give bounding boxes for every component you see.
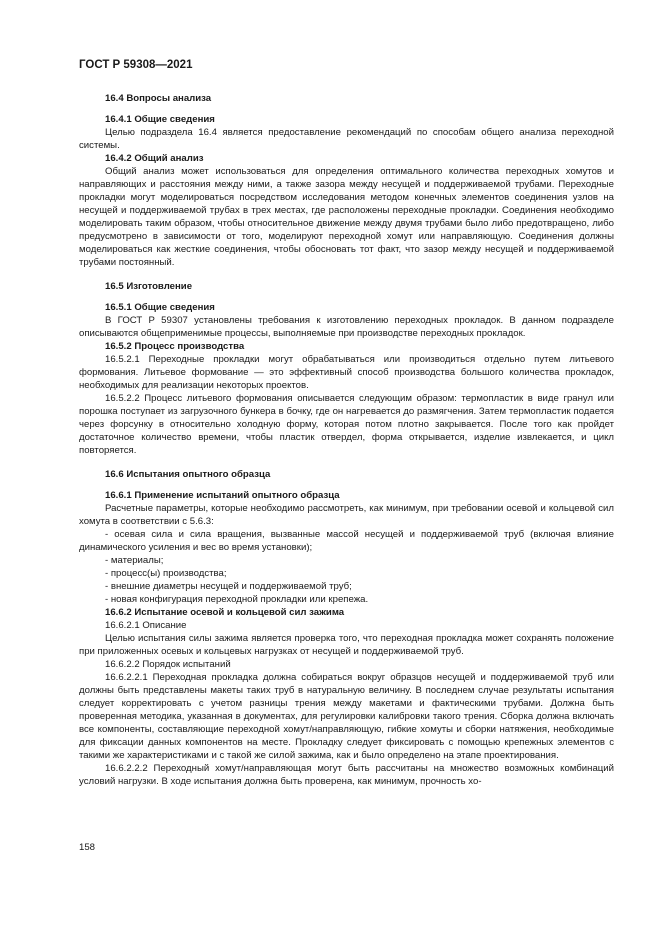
subsection-title: 16.4.2 Общий анализ xyxy=(105,153,204,164)
section-title: 16.6 Испытания опытного образца xyxy=(105,469,271,480)
subsection-title: 16.5.1 Общие сведения xyxy=(105,302,215,313)
subsection-title: 16.6.1 Применение испытаний опытного образца xyxy=(105,490,340,501)
list-item: - материалы; xyxy=(105,555,164,566)
list-item: - осевая сила и сила вращения, вызванные массой несущей и поддерживаемой труб (включая влияние динамического усиления и вес во время установки); xyxy=(79,529,614,553)
paragraph: Расчетные параметры, которые необходимо рассмотреть, как минимум, при требовании осевой и кольцевой сил хомута в соответствии с 5.6.3: xyxy=(79,503,614,527)
clause-title: 16.6.2.2 Порядок испытаний xyxy=(105,659,231,670)
page-number: 158 xyxy=(79,842,96,853)
paragraph: Целью испытания силы зажима является проверка того, что переходная прокладка может сохранять положение при приложенных осевых и кольцевых нагрузках от несущей и поддерживаемой труб. xyxy=(79,633,614,657)
paragraph: Целью подраздела 16.4 является предоставление рекомендаций по способам общего анализа переходной системы. xyxy=(79,127,614,151)
paragraph: 16.5.2.1 Переходные прокладки могут обрабатываться или производиться отдельно путем литьевого формования. Литьевое формование — это эффективный способ производства большого количества прокладок, необходимых для реализации некоторых проектов. xyxy=(79,354,614,391)
section-title: 16.4 Вопросы анализа xyxy=(105,93,212,104)
paragraph: 16.5.2.2 Процесс литьевого формования описывается следующим образом: термопластик в виде гранул или порошка поступает из загрузочного бункера в бочку, где он нагревается до размягчения. Затем термопластик подается через форсунку в относительно холодную форму, которая потом плотно закрывается. После того как пройдет достаточное количество времени, чтобы пластик отвердел, форма открывается, изделие извлекается, и цикл повторяется. xyxy=(79,393,614,456)
page-content xyxy=(79,92,614,788)
subsection-title: 16.5.2 Процесс производства xyxy=(105,341,245,352)
list-item: - внешние диаметры несущей и поддерживаемой труб; xyxy=(105,581,352,592)
paragraph: В ГОСТ Р 59307 установлены требования к изготовлению переходных прокладок. В данном подразделе описываются общеприменимые процессы, выполняемые при производстве переходных прокладок. xyxy=(79,315,614,339)
list-item: - процесс(ы) производства; xyxy=(105,568,227,579)
paragraph: 16.6.2.2.1 Переходная прокладка должна собираться вокруг образцов несущей и поддерживаемой труб или должны быть представлены макеты таких труб в натуральную величину. В последнем случае результаты испытания следует корректировать с учетом разницы трения между макетами и фактическими трубами. Должна быть проверенная методика, указанная в документах, для регулировки калибровки такого трения. Сборка должна включать все компоненты, составляющие переходной хомут/направляющую, гибкие хомуты и сборки натяжения, необходимые для фиксации данных компонентов на месте. Прокладку следует фиксировать с помощью крепежных элементов с такими же характеристиками и с такой же силой зажима, как и было определено на этапе проектирования. xyxy=(79,672,614,761)
document-code: ГОСТ Р 59308—2021 xyxy=(79,59,193,71)
subsection-title: 16.6.2 Испытание осевой и кольцевой сил зажима xyxy=(105,607,345,618)
clause-title: 16.6.2.1 Описание xyxy=(105,620,187,631)
list-item: - новая конфигурация переходной прокладки или крепежа. xyxy=(105,594,369,605)
paragraph: Общий анализ может использоваться для определения оптимального количества переходных хомутов и направляющих и расстояния между ними, а также зазора между несущей и поддерживаемой трубами. Переходные прокладки могут моделироваться посредством исследования методом конечных элементов соединения узлов на несущей и поддерживаемой трубах в трех местах, где расположены переходные прокладки. Соединения необходимо моделировать таким образом, чтобы относительное движение между двумя трубами было либо предотвращено, либо предусмотрено в зависимости от того, моделируют переходной хомут или направляющую. Соединения должны моделироваться как жесткие соединения, чтобы обосновать тот факт, что зазор между несущей и поддерживаемой трубами постоянный. xyxy=(79,166,614,268)
section-title: 16.5 Изготовление xyxy=(105,281,193,292)
subsection-title: 16.4.1 Общие сведения xyxy=(105,114,215,125)
paragraph: 16.6.2.2.2 Переходный хомут/направляющая могут быть рассчитаны на множество возможных комбинаций условий нагрузки. В ходе испытания должна быть проверена, как минимум, прочность хо- xyxy=(79,763,614,787)
